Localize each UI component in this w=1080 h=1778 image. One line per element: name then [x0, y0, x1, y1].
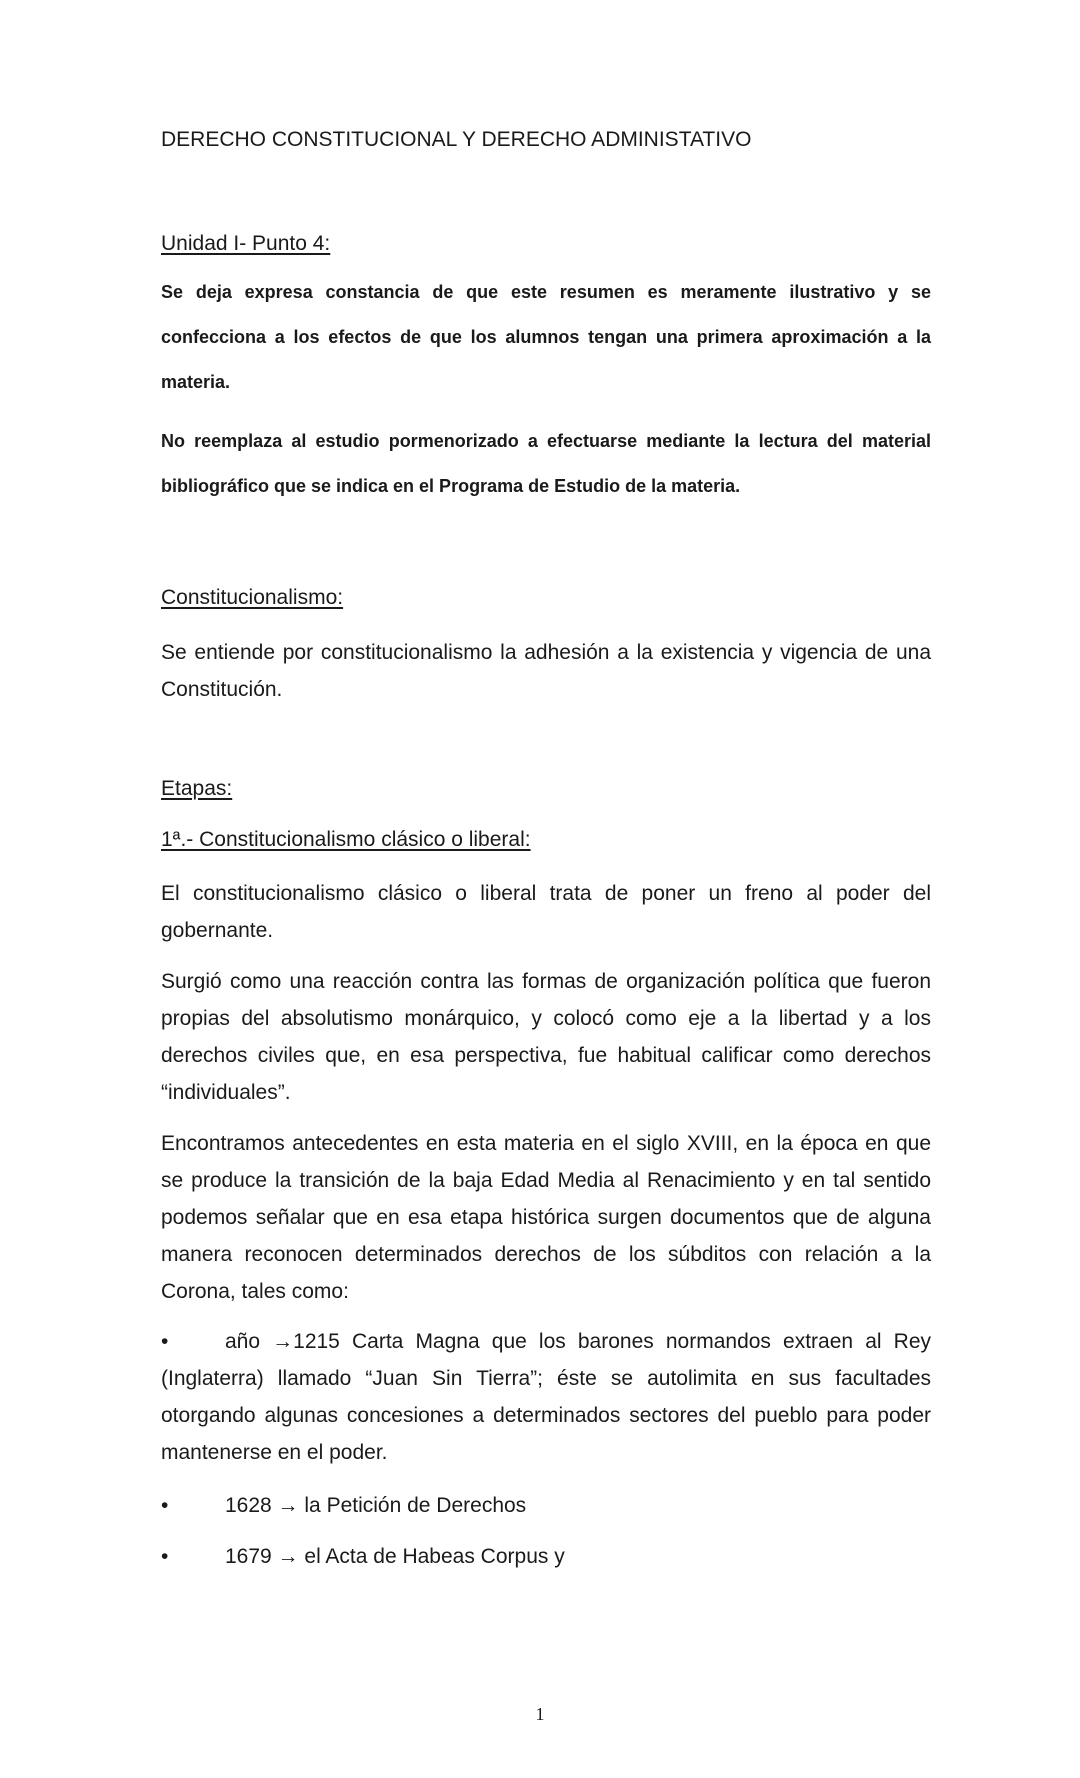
bullet-icon: •: [161, 1494, 169, 1517]
list-item: [161, 1487, 931, 1524]
stage-1-paragraph-1: El constitucionalismo clásico o liberal trata de poner un freno al poder del gobernante.: [161, 882, 931, 942]
definition-paragraph: Se entiende por constitucionalismo la adhesión a la existencia y vigencia de una Constitución.: [161, 641, 931, 701]
section-heading-constitucionalismo: Constitucionalismo:: [161, 586, 344, 609]
disclaimer-paragraph-1: Se deja expresa constancia de que este resumen es meramente ilustrativo y se confecciona a los efectos de que los alumnos tengan una primera aproximación a la materia.: [161, 282, 931, 392]
list-item-text: año →1215 Carta Magna que los barones normandos extraen al Rey (Inglaterra) llamado “Juan Sin Tierra”; éste se autolimita en sus facultades otorgando algunas concesiones a determinados sectores del pueblo para poder mantenerse en el poder.: [161, 1330, 931, 1464]
list-item-text: 1679 → el Acta de Habeas Corpus y: [225, 1545, 565, 1568]
document-title: DERECHO CONSTITUCIONAL Y DERECHO ADMINISTATIVO: [161, 128, 752, 151]
section-heading-etapas: Etapas:: [161, 777, 233, 800]
stage-1-paragraph-3: Encontramos antecedentes en esta materia en el siglo XVIII, en la época en que se produce la transición de la baja Edad Media al Renacimiento y en tal sentido podemos señalar que en esa etapa histórica surgen documentos que de alguna manera reconocen determinados derechos de los súbditos con relación a la Corona, tales como:: [161, 1132, 931, 1303]
list-item-text: 1628 → la Petición de Derechos: [225, 1494, 527, 1517]
stage-1-paragraph-2: Surgió como una reacción contra las formas de organización política que fueron propias del absolutismo monárquico, y colocó como eje a la libertad y a los derechos civiles que, en esa perspectiva, fue habitual calificar como derechos “individuales”.: [161, 970, 931, 1104]
bullet-icon: •: [161, 1545, 169, 1568]
stage-1-heading: 1ª.- Constitucionalismo clásico o liberal:: [161, 828, 531, 851]
list-item: [161, 1538, 931, 1575]
disclaimer-paragraph-2: No reemplaza al estudio pormenorizado a efectuarse mediante la lectura del material bibliográfico que se indica en el Programa de Estudio de la materia.: [161, 431, 931, 496]
bullet-icon: •: [161, 1330, 169, 1353]
list-item: [161, 1323, 931, 1471]
unit-heading: Unidad I- Punto 4:: [161, 232, 331, 255]
page-number: 1: [535, 1704, 545, 1724]
